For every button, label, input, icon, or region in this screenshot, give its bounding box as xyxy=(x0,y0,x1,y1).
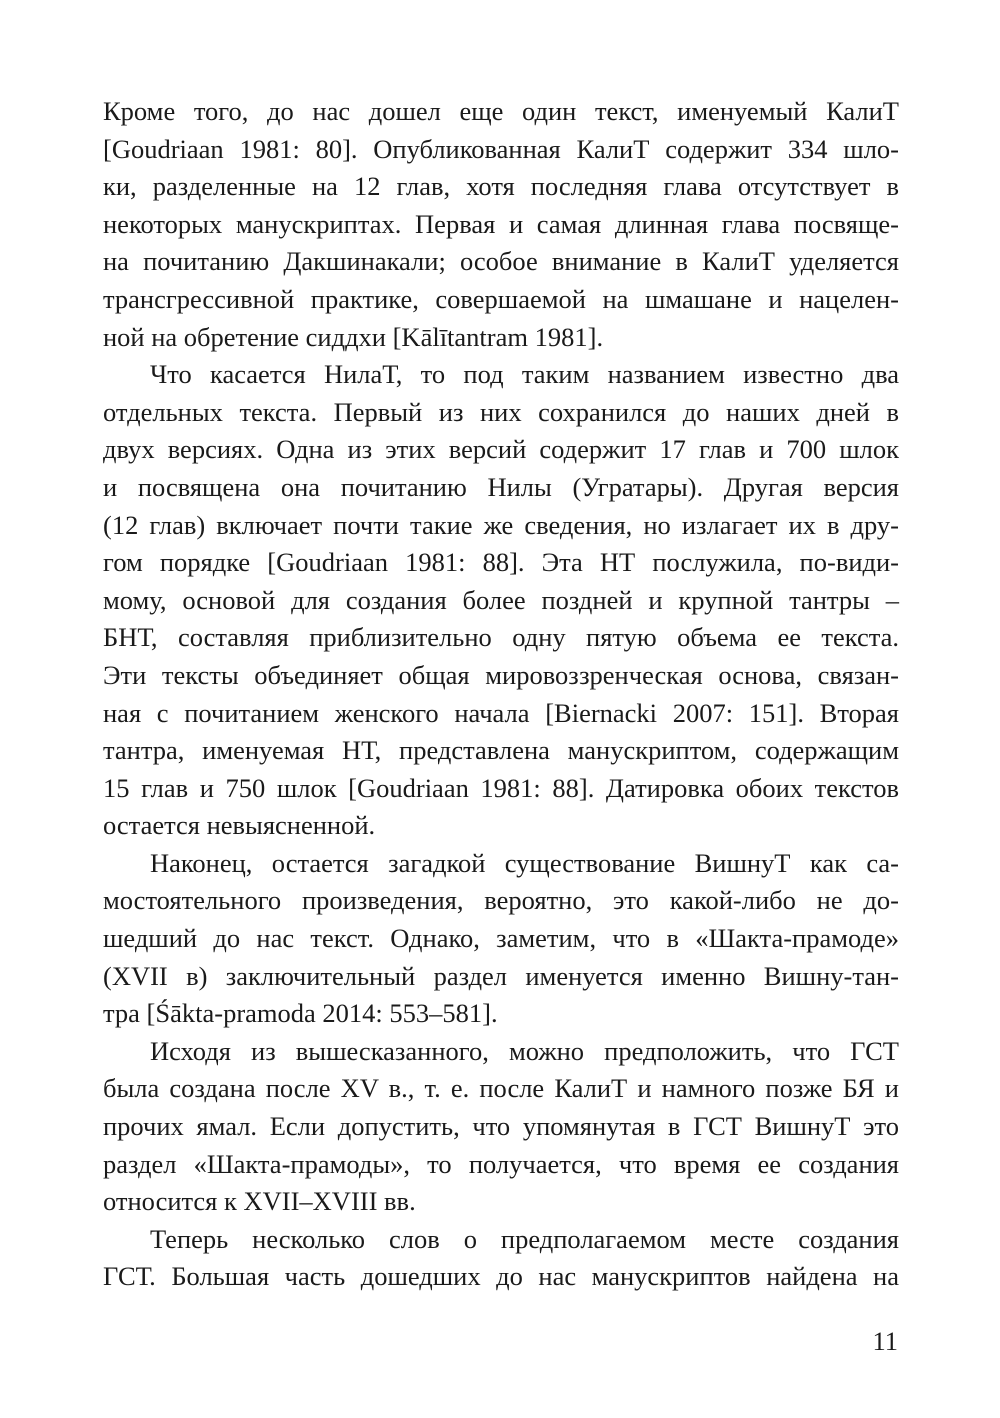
text-line: мому, основой для создания более поздней и крупной тантры – xyxy=(103,584,899,615)
paragraph xyxy=(103,93,899,356)
text-line: отдельных текста. Первый из них сохранился до наших дней в xyxy=(103,396,899,427)
page-number: 11 xyxy=(872,1326,898,1356)
paragraph xyxy=(103,1221,899,1296)
text-line: Эти тексты объединяет общая мировоззренческая основа, связан- xyxy=(103,659,899,690)
text-line: Наконец, остается загадкой существование ВишнуТ как са- xyxy=(150,847,899,878)
text-line: [Goudriaan 1981: 80]. Опубликованная КалиТ содержит 334 шло- xyxy=(103,133,899,164)
text-line: трансгрессивной практике, совершаемой на шмашане и нацелен- xyxy=(103,283,899,314)
text-line: Исходя из вышесказанного, можно предположить, что ГСТ xyxy=(150,1035,899,1066)
text-line: (12 глав) включает почти такие же сведения, но излагает их в дру- xyxy=(103,509,899,540)
text-line: шедший до нас текст. Однако, заметим, что в «Шакта-прамоде» xyxy=(103,923,899,954)
paragraph xyxy=(103,1033,899,1221)
text-line: и посвящена она почитанию Нилы (Угратары). Другая версия xyxy=(103,471,899,502)
text-line: на почитанию Дакшинакали; особое внимание в КалиТ уделяется xyxy=(103,246,899,277)
text-line: БНТ, составляя приблизительно одну пятую объема ее текста. xyxy=(103,622,899,653)
text-line: некоторых манускриптах. Первая и самая длинная глава посвяще- xyxy=(103,208,899,239)
text-line: мостоятельного произведения, вероятно, это какой-либо не до- xyxy=(103,885,899,916)
text-line: ГСТ. Большая часть дошедших до нас манускриптов найдена на xyxy=(103,1261,899,1292)
text-line: Что касается НилаТ, то под таким названием известно два xyxy=(150,359,899,390)
text-line: относится к XVII–XVIII вв. xyxy=(103,1186,416,1217)
text-line: Теперь несколько слов о предполагаемом месте создания xyxy=(150,1223,899,1254)
text-line: раздел «Шакта-прамоды», то получается, что время ее создания xyxy=(103,1148,899,1179)
text-line: ная с почитанием женского начала [Biernacki 2007: 151]. Вторая xyxy=(103,697,899,728)
text-line: (XVII в) заключительный раздел именуется именно Вишну-тан- xyxy=(103,960,899,991)
text-line: гом порядке [Goudriaan 1981: 88]. Эта НТ послужила, по-види- xyxy=(103,547,899,578)
text-line: ки, разделенные на 12 глав, хотя последняя глава отсутствует в xyxy=(103,171,899,202)
body-text xyxy=(103,93,899,1296)
text-line: 15 глав и 750 шлок [Goudriaan 1981: 88]. Датировка обоих текстов xyxy=(103,772,899,803)
text-line: остается невыясненной. xyxy=(103,810,376,841)
text-line: Кроме того, до нас дошел еще один текст, именуемый КалиТ xyxy=(103,96,899,126)
text-line: ной на обретение сиддхи [Kālītantram 1981]. xyxy=(103,321,604,352)
paragraph xyxy=(103,845,899,1033)
text-line: была создана после XV в., т. е. после КалиТ и намного позже БЯ и xyxy=(103,1073,899,1104)
text-line: прочих ямал. Если допустить, что упомянутая в ГСТ ВишнуТ это xyxy=(103,1111,899,1142)
text-line: двух версиях. Одна из этих версий содержит 17 глав и 700 шлок xyxy=(103,434,899,465)
paragraph xyxy=(103,356,899,845)
text-line: тантра, именуемая НТ, представлена манускриптом, содержащим xyxy=(103,735,899,766)
text-line: тра [Śākta-pramoda 2014: 553–581]. xyxy=(103,998,498,1029)
